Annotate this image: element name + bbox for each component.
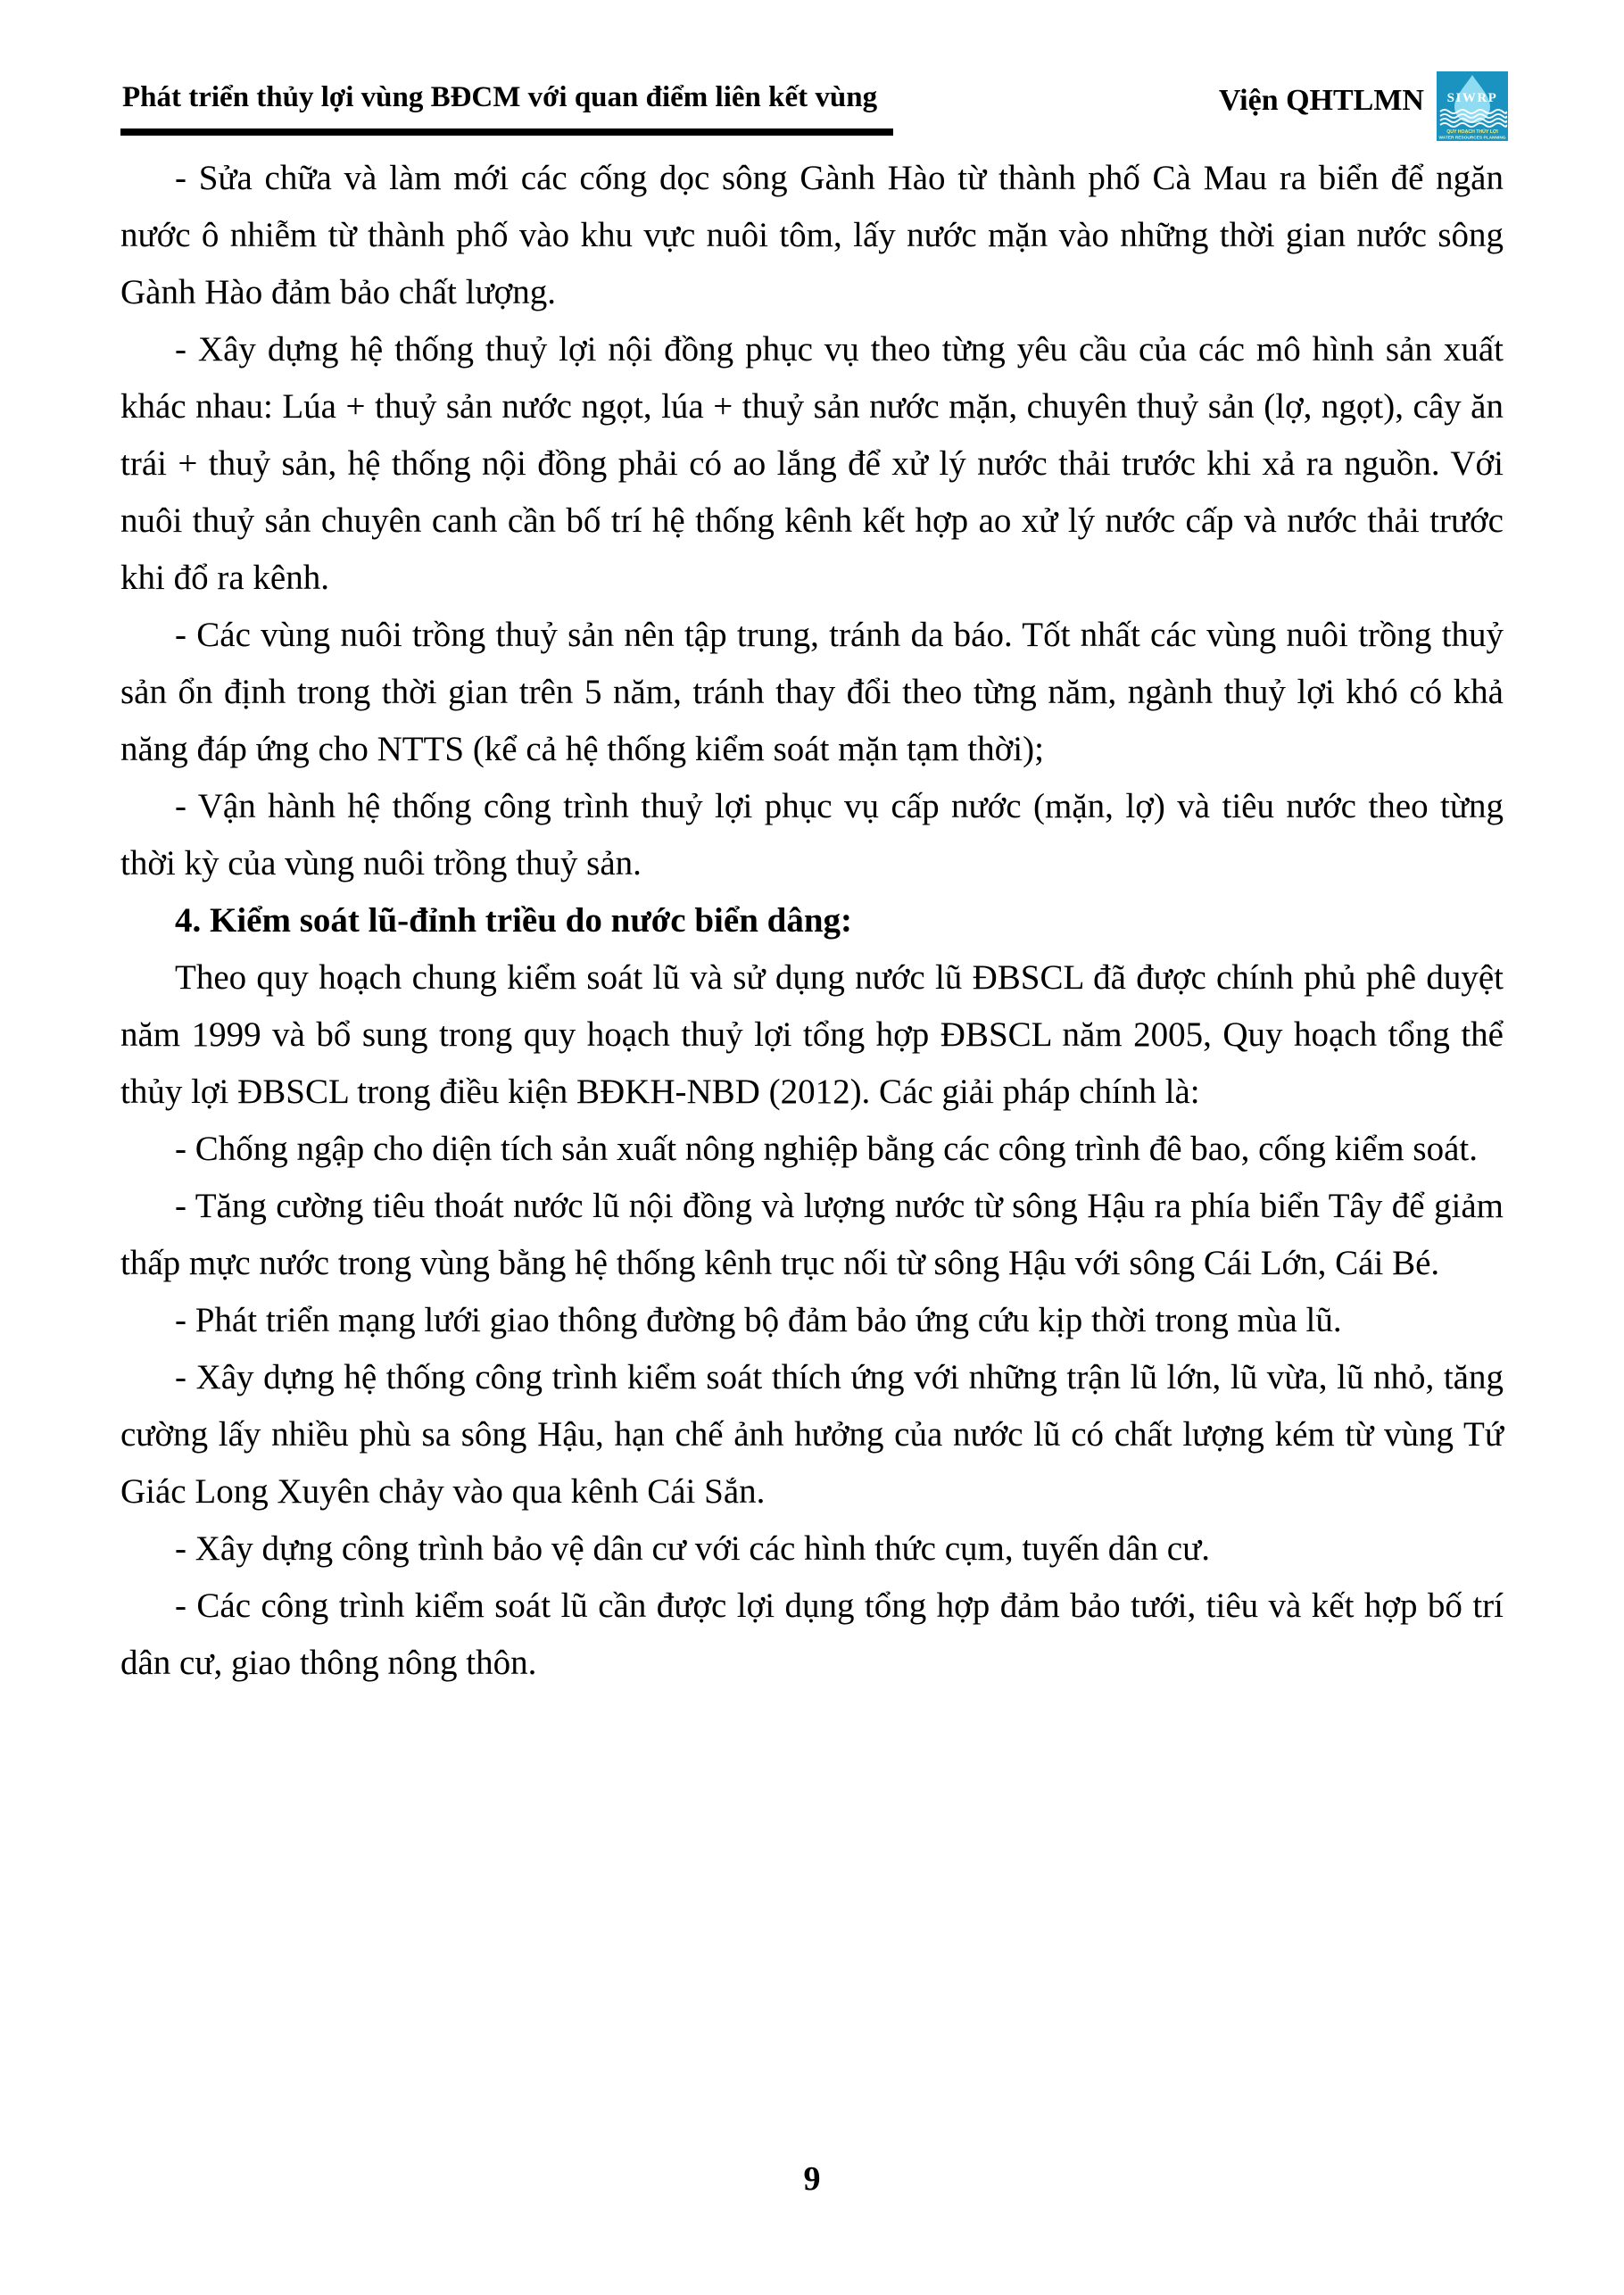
logo-acronym: SIWRP (1446, 91, 1498, 105)
page-footer (120, 2159, 1504, 2199)
page-number: 9 (803, 2160, 821, 2198)
body-paragraph: - Xây dựng hệ thống công trình kiểm soát thích ứng với những trận lũ lớn, lũ vừa, lũ nhỏ, tăng cường lấy nhiều phù sa sông Hậu, hạn chế ảnh hưởng của nước lũ có chất lượng kém từ vùng Tứ Giác Long Xuyên chảy vào qua kênh Cái Sắn. (120, 1358, 1504, 1511)
section-heading: 4. Kiểm soát lũ-đỉnh triều do nước biển dâng: (175, 901, 853, 940)
body-paragraph: - Xây dựng hệ thống thuỷ lợi nội đồng phục vụ theo từng yêu cầu của các mô hình sản xuất khác nhau: Lúa + thuỷ sản nước ngọt, lúa + thuỷ sản nước mặn, chuyên thuỷ sản (lợ, ngọt), cây ăn trái + thuỷ sản, hệ thống nội đồng phải có ao lắng để xử lý nước thải trước khi xả ra nguồn. Với nuôi thuỷ sản chuyên canh cần bố trí hệ thống kênh kết hợp ao xử lý nước cấp và nước thải trước khi đổ ra kênh. (120, 330, 1504, 597)
siwrp-logo (1437, 71, 1508, 141)
body-paragraph: - Vận hành hệ thống công trình thuỷ lợi phục vụ cấp nước (mặn, lợ) và tiêu nước theo từng thời kỳ của vùng nuôi trồng thuỷ sản. (120, 787, 1504, 882)
logo-subtitle-vn: QUY HOẠCH THỦY LỢI (1446, 129, 1498, 135)
document-body (120, 150, 1504, 1692)
body-paragraph: - Phát triển mạng lưới giao thông đường bộ đảm bảo ứng cứu kịp thời trong mùa lũ. (175, 1301, 1342, 1339)
body-paragraph: - Tăng cường tiêu thoát nước lũ nội đồng và lượng nước từ sông Hậu ra phía biển Tây để giảm thấp mực nước trong vùng bằng hệ thống kênh trục nối từ sông Hậu với sông Cái Lớn, Cái Bé. (120, 1187, 1504, 1282)
body-paragraph: - Chống ngập cho diện tích sản xuất nông nghiệp bằng các công trình đê bao, cống kiểm soát. (175, 1130, 1478, 1168)
body-paragraph: - Các công trình kiểm soát lũ cần được lợi dụng tổng hợp đảm bảo tưới, tiêu và kết hợp bố trí dân cư, giao thông nông thôn. (120, 1587, 1504, 1682)
header-right-group (1219, 71, 1508, 141)
header-running-title: Phát triển thủy lợi vùng BĐCM với quan điểm liên kết vùng (120, 71, 893, 136)
page-header (120, 71, 1508, 141)
body-paragraph: - Xây dựng công trình bảo vệ dân cư với các hình thức cụm, tuyến dân cư. (175, 1529, 1211, 1568)
body-paragraph: - Sửa chữa và làm mới các cống dọc sông Gành Hào từ thành phố Cà Mau ra biển để ngăn nước ô nhiễm từ thành phố vào khu vực nuôi tôm, lấy nước mặn vào những thời gian nước sông Gành Hào đảm bảo chất lượng. (120, 159, 1504, 311)
logo-subtitle-en: WATER RESOURCES PLANNING (1438, 136, 1506, 141)
body-paragraph: - Các vùng nuôi trồng thuỷ sản nên tập trung, tránh da báo. Tốt nhất các vùng nuôi trồng thuỷ sản ổn định trong thời gian trên 5 năm, tránh thay đổi theo từng năm, ngành thuỷ lợi khó có khả năng đáp ứng cho NTTS (kể cả hệ thống kiểm soát mặn tạm thời); (120, 616, 1504, 768)
header-organization: Viện QHTLMN (1218, 84, 1424, 117)
body-paragraph: Theo quy hoạch chung kiểm soát lũ và sử dụng nước lũ ĐBSCL đã được chính phủ phê duyệt năm 1999 và bổ sung trong quy hoạch thuỷ lợi tổng hợp ĐBSCL năm 2005, Quy hoạch tổng thể thủy lợi ĐBSCL trong điều kiện BĐKH-NBD (2012). Các giải pháp chính là: (120, 958, 1504, 1111)
